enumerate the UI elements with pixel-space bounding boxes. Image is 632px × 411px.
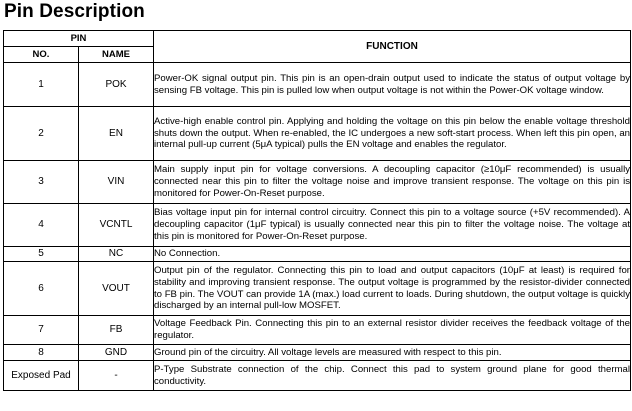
pin-number: 8 (4, 345, 79, 361)
table-row-vin (4, 161, 631, 204)
table-row-vcntl (4, 204, 631, 247)
pin-number: 7 (4, 316, 79, 345)
table-row-exposed-pad (4, 361, 631, 391)
pin-number: 5 (4, 247, 79, 262)
pin-name: VCNTL (79, 204, 154, 247)
pin-number: Exposed Pad (4, 361, 79, 391)
section-title: Pin Description (4, 1, 145, 22)
function-column-header: FUNCTION (154, 31, 631, 63)
pin-number: 6 (4, 262, 79, 316)
pin-number: 1 (4, 63, 79, 107)
table-row-nc (4, 247, 631, 262)
pin-group-header: PIN (4, 31, 154, 47)
table-row-vout (4, 262, 631, 316)
pin-function: Ground pin of the circuitry. All voltage levels are measured with respect to this pin. (154, 345, 631, 361)
pin-name: GND (79, 345, 154, 361)
pin-name: EN (79, 107, 154, 161)
pin-name: VOUT (79, 262, 154, 316)
pin-name: NC (79, 247, 154, 262)
pin-number: 3 (4, 161, 79, 204)
pin-function: Main supply input pin for voltage conversions. A decoupling capacitor (≥10μF recommended) is usually connected near this pin to filter the voltage noise and improve transient response. The voltage on this pin is monitored for Power-On-Reset purpose. (154, 161, 631, 204)
pin-name: POK (79, 63, 154, 107)
no-column-header: NO. (4, 47, 79, 63)
pin-function: Output pin of the regulator. Connecting this pin to load and output capacitors (10μF at least) is required for stability and improving transient response. The output voltage is programmed by the resistor-divider connected to FB pin. The VOUT can provide 1A (max.) load current to loads. During shutdown, the output voltage is quickly discharged by an internal pull-low MOSFET. (154, 262, 631, 316)
pin-function: Active-high enable control pin. Applying and holding the voltage on this pin below the enable voltage threshold shuts down the output. When re-enabled, the IC undergoes a new soft-start process. When left this pin open, an internal pull-up current (5μA typical) pulls the EN voltage and enables the regulator. (154, 107, 631, 161)
table-header-row (4, 31, 631, 47)
pin-name: - (79, 361, 154, 391)
pin-number: 2 (4, 107, 79, 161)
pin-description-table (3, 30, 631, 391)
pin-function: P-Type Substrate connection of the chip. Connect this pad to system ground plane for good thermal conductivity. (154, 361, 631, 391)
table-row-gnd (4, 345, 631, 361)
table-row-fb (4, 316, 631, 345)
pin-function: Power-OK signal output pin. This pin is an open-drain output used to indicate the status of output voltage by sensing FB voltage. This pin is pulled low when output voltage is not within the Power-OK voltage window. (154, 63, 631, 107)
pin-number: 4 (4, 204, 79, 247)
table-row-pok (4, 63, 631, 107)
table-row-en (4, 107, 631, 161)
pin-name: FB (79, 316, 154, 345)
pin-function: Voltage Feedback Pin. Connecting this pin to an external resistor divider receives the feedback voltage of the regulator. (154, 316, 631, 345)
pin-function: No Connection. (154, 247, 631, 262)
pin-function: Bias voltage input pin for internal control circuitry. Connect this pin to a voltage source (+5V recommended). A decoupling capacitor (1μF typical) is usually connected near this pin to filter the voltage noise. The voltage at this pin is monitored for Power-On-Reset purpose. (154, 204, 631, 247)
pin-name: VIN (79, 161, 154, 204)
name-column-header: NAME (79, 47, 154, 63)
